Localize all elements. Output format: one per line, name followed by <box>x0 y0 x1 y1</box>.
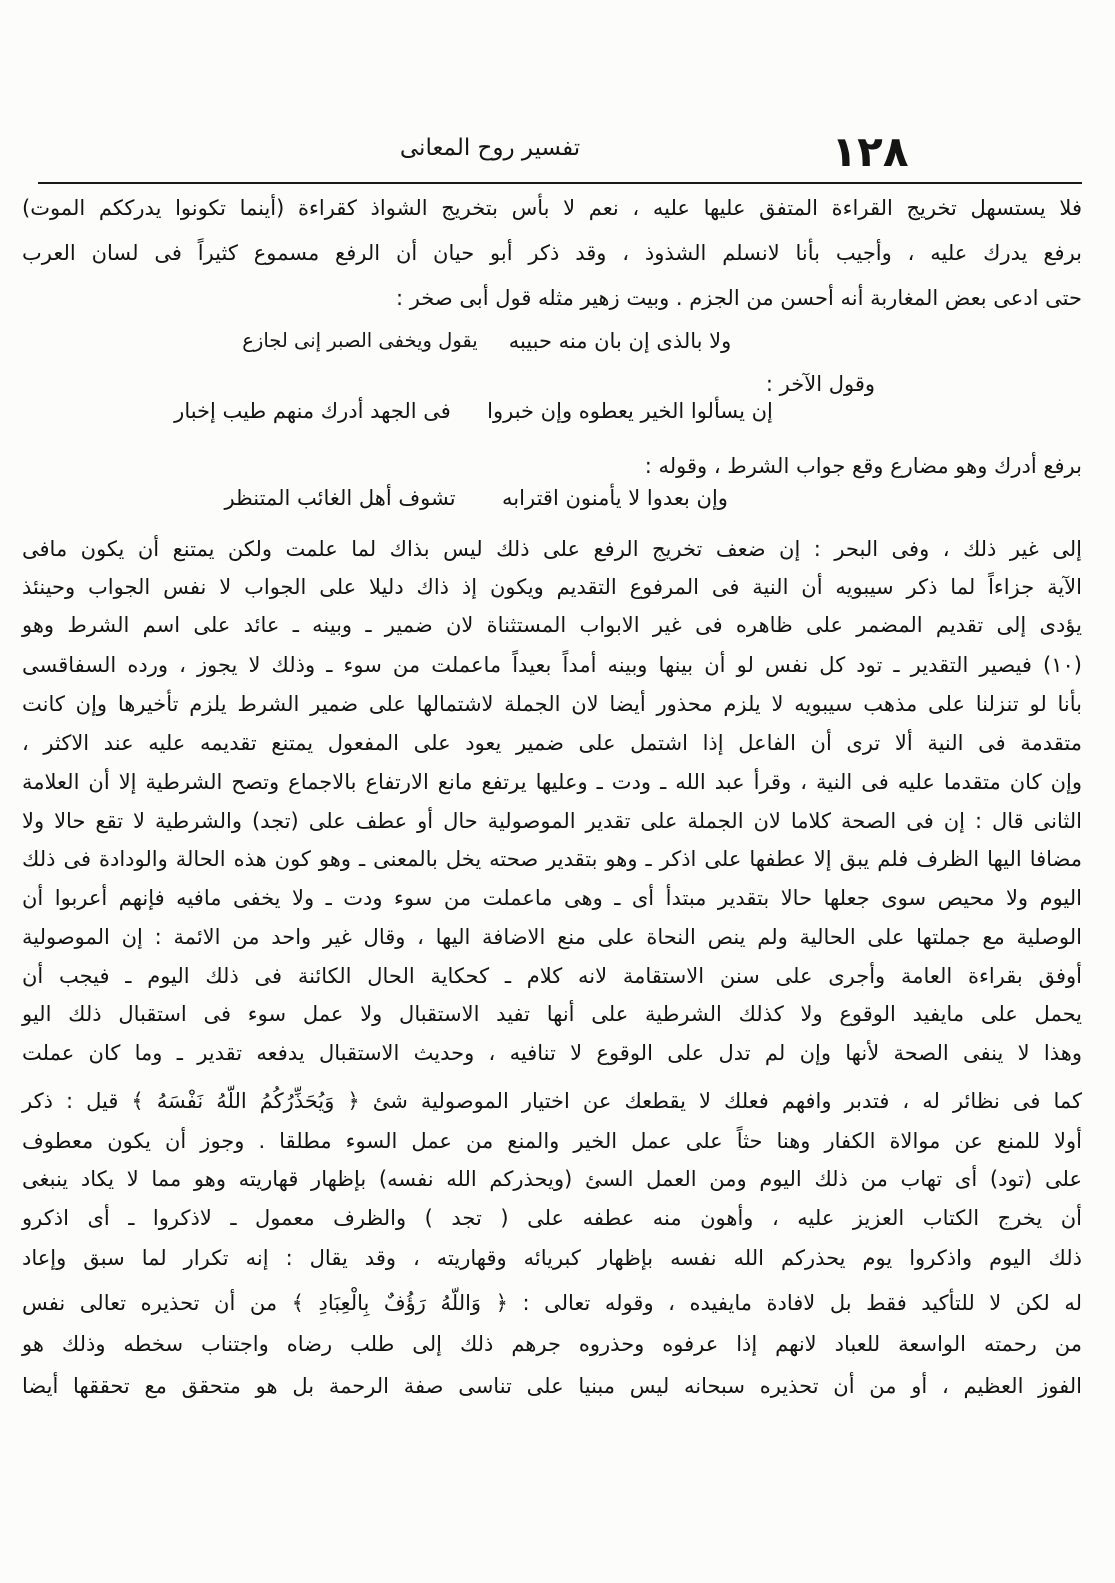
running-title: تفسير روح المعانى <box>399 135 581 161</box>
text-line: على (تود) أى تهاب من ذلك اليوم ومن العمل السئ (ويحذركم الله نفسه) بإظهار قهاريته وهو مما لا يكاد ينبغى <box>22 1167 1082 1191</box>
text-line: فلا يستسهل تخريج القراءة المتفق عليها عليه ، نعم لا بأس بتخريج الشواذ كقراءة (أينما تكونوا يدرككم الموت) <box>22 196 1082 220</box>
verse-hemistich-second: يقول ويخفى الصبر إنى لجازع <box>242 329 478 352</box>
text-line: من رحمته الواسعة للعباد لانهم إذا عرفوه وحذروه جرهم ذلك إلى طلب رضاه واجتناب سخطه وذلك هو <box>22 1332 1082 1356</box>
text-line: متقدمة فى النية ألا ترى أن الفاعل إذا اشتمل على ضمير يعود على المفعول يمتنع تقديمه عليه عند الاكثر ، <box>22 731 1082 755</box>
text-line: الوصلية مع جملتها على الحالية ولم ينص النحاة على منع الاضافة اليها ، وقال غير واحد من الائمة : إن الموصولية <box>22 925 1082 949</box>
text-line: وإن كان متقدما عليه فى النية ، وقرأ عبد الله ـ ودت ـ وعليها يرتفع مانع الارتفاع بالاجماع وتصح الشرطية إلا أن العلامة <box>22 770 1082 794</box>
verse-hemistich-first: إن يسألوا الخير يعطوه وإن خبروا <box>487 399 773 423</box>
text-line: وقول الآخر : <box>765 372 875 396</box>
text-line: إلى غير ذلك ، وفى البحر : إن ضعف تخريج الرفع على ذلك ليس بذاك لما علمت ولكن يمتنع أن يكون مافى <box>22 537 1082 561</box>
text-line: بأنا لو تنزلنا على مذهب سيبويه لا يلزم محذور أيضا لان الجملة لاشتمالها على ضمير الشرط يلزم تأخيرها وإن كانت <box>22 692 1082 716</box>
text-line: أن يخرج الكتاب العزيز عليه ، وأهون منه عطفه على ( تجد ) والظرف معمول ـ لاذكروا ـ أى اذكرو <box>22 1206 1082 1230</box>
text-line: حتى ادعى بعض المغاربة أنه أحسن من الجزم . وبيت زهير مثله قول أبى صخر : <box>395 286 1082 310</box>
verse-hemistich-first: وإن بعدوا لا يأمنون اقترابه <box>502 486 728 510</box>
text-line: (١٠) فيصير التقدير ـ تود كل نفس لو أن بينها وبينه أمداً بعيداً ماعملت من سوء ـ وذلك لا يجوز ، ورده السفاقسى <box>22 653 1082 677</box>
verse-hemistich-second: تشوف أهل الغائب المتنظر <box>224 486 456 510</box>
text-line: أوفق بقراءة العامة وأجرى على سنن الاستقامة لانه كلام ـ كحكاية الحال الكائنة فى ذلك اليوم ـ فيجب أن <box>22 964 1082 988</box>
text-line: برفع يدرك عليه ، وأجيب بأنا لانسلم الشذوذ ، وقد ذكر أبو حيان أن الرفع مسموع كثيراً فى لسان العرب <box>22 241 1082 265</box>
verse-hemistich-first: ولا بالذى إن بان منه حبيبه <box>508 329 732 353</box>
verse-hemistich-second: فى الجهد أدرك منهم طيب إخبار <box>174 399 451 423</box>
text-line: له لكن لا للتأكيد فقط بل لافادة مايفيده ، وقوله تعالى : ﴿ وَاللَّهُ رَؤُفٌ بِالْعِبَادِ ﴾ من أن تحذيره تعالى نفس <box>22 1291 1082 1315</box>
header-rule <box>38 182 1082 184</box>
text-line: اليوم ولا محيص سوى جعلها حالا بتقدير مبتدأ أى ـ وهى ماعملت من سوء ودت ـ ولا يخفى مافيه فإنهم أعربوا أن <box>22 886 1082 910</box>
text-line: يحمل على مايفيد الوقوع ولا كذلك الشرطية على أنها تفيد الاستقبال ولا عمل سوء فى استقبال ذلك اليو <box>22 1002 1082 1026</box>
text-line: أولا للمنع عن موالاة الكفار وهنا حثاً على عمل الخير والمنع من عمل السوء مطلقا . وجوز أن يكون معطوف <box>22 1129 1082 1153</box>
text-line: الثانى قال : إن فى الصحة كلاما لان الجملة على تقدير الموصولية حال أو عطف على (تجد) والشرطية لا تقع حالا ولا <box>22 809 1082 833</box>
text-line: وهذا لا ينفى الصحة لأنها وإن لم تدل على الوقوع لا تنافيه ، وحديث الاستقبال يدفعه تقدير ـ وما كان عملت <box>22 1041 1082 1065</box>
text-line: الآية جزاءاً لما ذكر سيبويه أن النية فى المرفوع التقديم ويكون إذ ذاك دليلا على الجواب لا نفس الجواب وحينئذ <box>22 575 1082 599</box>
text-line: مضافا اليها الظرف فلم يبق إلا عطفها على اذكر ـ وهو بتقدير صحته يخل بالمعنى ـ وهو كون هذه الحالة والودادة فى ذلك <box>22 847 1082 871</box>
text-line: يؤدى إلى تقديم المضمر على ظاهره فى غير الابواب المستثناة لان ضمير ـ وبينه ـ عائد على اسم الشرط وهو <box>22 613 1082 637</box>
page-number: ١٢٨ <box>831 127 909 176</box>
text-line: كما فى نظائر له ، فتدبر وافهم فعلك لا يقطعك عن اختيار الموصولية شئ ﴿ وَيُحَذِّرُكُمُ اللَّهُ نَفْسَهُ ﴾ قيل : ذكر <box>22 1089 1082 1113</box>
text-line: ذلك اليوم واذكروا يوم يحذركم الله نفسه بإظهار كبريائه وقهاريته ، وقد يقال : إنه تكرار لما سبق وإعاد <box>22 1246 1082 1270</box>
text-line: الفوز العظيم ، أو من أن تحذيره سبحانه ليس مبنيا على تناسى صفة الرحمة بل هو متحقق مع تحققها أيضا <box>22 1374 1082 1398</box>
text-line: برفع أدرك وهو مضارع وقع جواب الشرط ، وقوله : <box>644 454 1082 478</box>
